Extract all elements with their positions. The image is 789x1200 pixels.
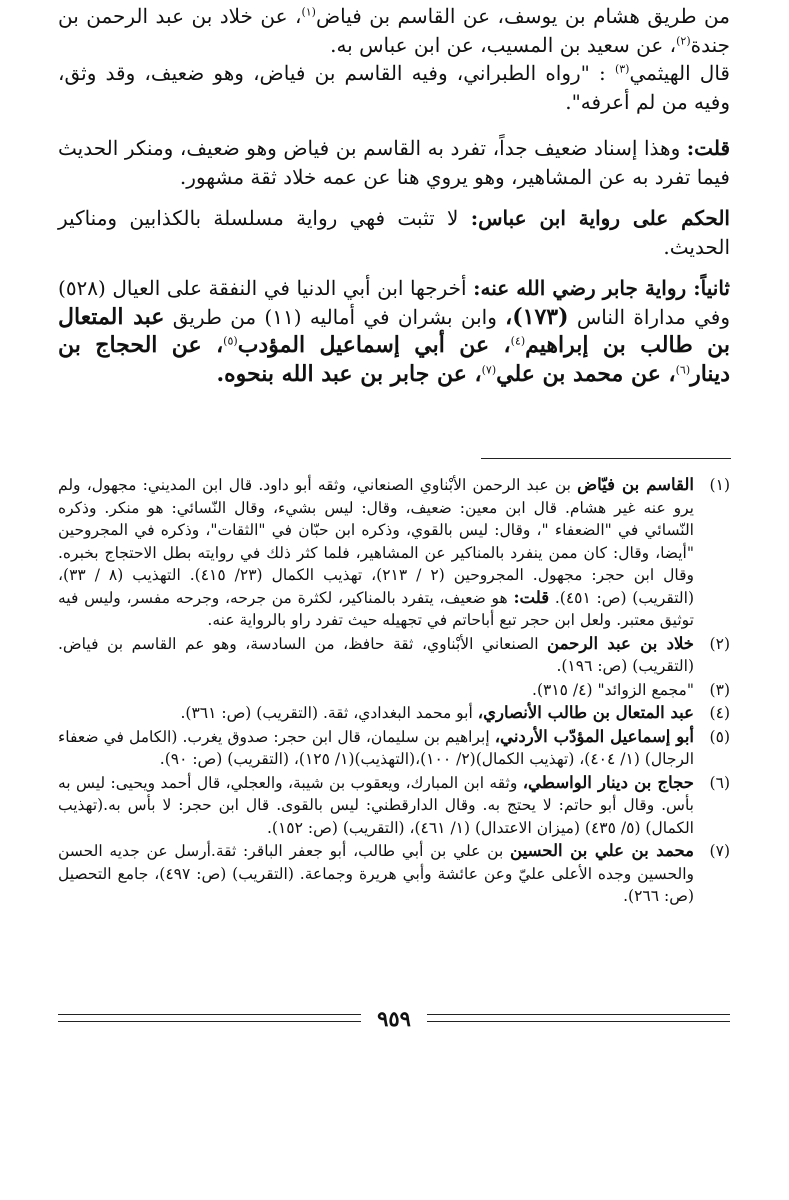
footnote-name: محمد بن علي بن الحسين xyxy=(510,841,694,860)
footnote-number: (٤) xyxy=(709,704,730,722)
footer-rule-left xyxy=(58,1014,361,1022)
paragraph-ruling xyxy=(58,204,730,261)
text-run: أخرجها ابن أبي الدنيا في النفقة على العيال (٥٢٨) وفي مداراة الناس xyxy=(58,276,730,329)
footnote-name: خلاد بن عبد الرحمن xyxy=(547,633,695,653)
footnote xyxy=(58,726,730,771)
footnote-name: أبو إسماعيل المؤدّب الأردني، xyxy=(494,726,695,746)
section-heading: ثانياً: رواية جابر رضي الله عنه: xyxy=(473,276,730,300)
text-run: وابن بشران في أماليه (١١) من طريق xyxy=(164,304,506,329)
comment-label: قلت: xyxy=(513,587,550,607)
narrator-name: ، عن أبي إسماعيل المؤدب xyxy=(237,332,511,358)
page-number: ٩٥٩ xyxy=(377,1005,411,1031)
footnote xyxy=(58,772,730,840)
text-run: "مجمع الزوائد" (٤/ ٣١٥). xyxy=(532,680,694,699)
text-run: ، عن سعيد بن المسيب، عن ابن عباس به. xyxy=(330,32,677,57)
text-run: من طريق هشام بن يوسف، عن القاسم بن فياض xyxy=(315,4,730,28)
footnote-marker-1[interactable]: (١) xyxy=(301,5,316,19)
paragraph-haythami xyxy=(58,59,730,116)
narrator-name: ، عن جابر بن عبد الله بنحوه. xyxy=(216,360,482,387)
footnote-marker-7[interactable]: (٧) xyxy=(481,362,497,376)
footnote-number: (٧) xyxy=(709,842,730,860)
comment-label: قلت: xyxy=(686,136,730,160)
text-run: وثقه ابن المبارك، ويعقوب بن شيبة، والعجلي، قال أحمد ويحيى: ليس به بأس. وقال أبو حاتم: لا يحتج به. وقال الدارقطني: ليس بالقوى. قال ابن حجر: لا بأس به.(تهذيب الكمال) (٥/ ٤٣٥) (ميزان الاعتدال) (١/ ٤٦١)، (التقريب) (ص: ١٥٢). xyxy=(58,773,694,837)
footnote-marker-3[interactable]: (٣) xyxy=(614,62,630,76)
text-run: بن علي بن أبي طالب، أبو جعفر الباقر: ثقة.أرسل عن جديه الحسن والحسين وجده الأعلى عليّ وعن عائشة وأبي هريرة وجماعة. (التقريب) (ص: ٤٩٧)، جامع التحصيل (ص: ٢٦٦). xyxy=(58,842,694,905)
footnote xyxy=(58,679,730,702)
narrator-name: ، عن الحجاج بن دينار xyxy=(58,332,730,387)
text-run: إبراهيم بن سليمان، قال ابن حجر: صدوق يغرب. (الكامل في ضعفاء الرجال) (١/ ٤٠٤)، (تهذيب الكمال)(٢/ ١٠٠)،(التهذيب)(١/ ١٢٥)، (التقريب) (ص: ٩٠). xyxy=(58,727,694,768)
main-text xyxy=(58,0,730,388)
text-run: الصنعاني الأبْناوي، ثقة حافظ، من السادسة، وهو عم القاسم بن فياض. (التقريب) (ص: ١٩٦). xyxy=(58,634,694,675)
footnote-text xyxy=(58,474,694,632)
footnote xyxy=(58,840,730,908)
footnote-text xyxy=(58,840,694,908)
text-run: بن عبد الرحمن الأبْناوي الصنعاني، وثقه أبو داود. قال ابن المديني: مجهول، ولم يرو عنه غير هشام. قال ابن معين: ضعيف، وقال: ليس بشيء، وقال النّسائي: هو منكر. وذكره النّسائي في "الضعفاء "، وقال: ليس بالقوي، وذكره ابن حبّان في "الثقات"، وذكره في المجروحين "أيضا، وقال: كان ممن ينفرد بالمناكير عن المشاهير، فلما كثر ذلك في روايته بطل الاحتجاج بخبره. وقال ابن حجر: مجهول. المجروحين (٢ / ٢١٣)، تهذيب الكمال (٢٣/ ٤١٥). التهذيب (٨ / ٣٣)، (التقريب) (ص: ٤٥١). xyxy=(58,476,695,607)
ruling-heading: الحكم على رواية ابن عباس: xyxy=(470,206,730,230)
page-footer xyxy=(58,1005,730,1031)
footnote-marker-5[interactable]: (٥) xyxy=(223,334,238,348)
footnote-text xyxy=(58,772,694,840)
text-run: لا تثبت فهي رواية مسلسلة بالكذابين ومناكير الحديث. xyxy=(58,206,730,259)
footnote-number: (٦) xyxy=(709,773,730,792)
footer-rule-right xyxy=(427,1014,730,1022)
footnote-number: (٢) xyxy=(709,634,730,653)
footnote-text xyxy=(58,726,694,771)
footnote xyxy=(58,633,730,678)
paragraph-comment xyxy=(58,134,730,191)
footnote-number: (١) xyxy=(709,476,730,494)
footnote xyxy=(58,702,730,725)
text-run: أبو محمد البغدادي، ثقة. (التقريب) (ص: ٣٦١). xyxy=(180,704,478,722)
text-run: هو ضعيف، يتفرد بالمناكير، لكثرة من جرحه، وجرحه مفسر، وليس فيه توثيق معتبر. ولعل ابن حجر تبع أباحاتم في تجهيله حيث تفرد راو بالرواية عنه. xyxy=(58,588,694,629)
footnote-text xyxy=(58,702,694,725)
footnote xyxy=(58,474,730,632)
footnote-marker-6[interactable]: (٦) xyxy=(675,362,691,376)
footnote-text xyxy=(58,633,694,678)
paragraph-chain xyxy=(58,2,730,59)
narrator-name: عبد المتعال بن طالب بن إبراهيم xyxy=(58,303,730,358)
footnote-marker-2[interactable]: (٢) xyxy=(676,33,691,47)
footnote-name: القاسم بن فيّاض xyxy=(577,475,694,494)
footnotes xyxy=(58,474,730,909)
footnote-name: حجاج بن دينار الواسطي، xyxy=(522,772,694,792)
footnote-separator xyxy=(481,458,731,459)
footnote-name: عبد المتعال بن طالب الأنصاري، xyxy=(477,703,694,722)
text-run: ، عن خلاد بن عبد الرحمن بن جندة xyxy=(58,4,730,57)
footnote-number: (٣) xyxy=(709,680,730,699)
paragraph-jabir xyxy=(58,274,730,388)
narrator-name: ، عن محمد بن علي xyxy=(496,360,676,387)
text-run: : "رواه الطبراني، وفيه القاسم بن فياض، وهو ضعيف، وقد وثق، وفيه من لم أعرفه". xyxy=(58,61,730,114)
text-run: قال الهيثمي xyxy=(629,61,730,85)
footnote-number: (٥) xyxy=(709,727,730,746)
hadith-number: (١٧٣)، xyxy=(505,303,569,330)
footnote-marker-4[interactable]: (٤) xyxy=(510,334,526,348)
footnote-text xyxy=(58,679,694,702)
text-run: وهذا إسناد ضعيف جداً، تفرد به القاسم بن فياض وهو ضعيف، ومنكر الحديث فيما تفرد به عن المشاهير، وهو يروي هنا عن عمه خلاد ثقة مشهور. xyxy=(58,136,730,189)
